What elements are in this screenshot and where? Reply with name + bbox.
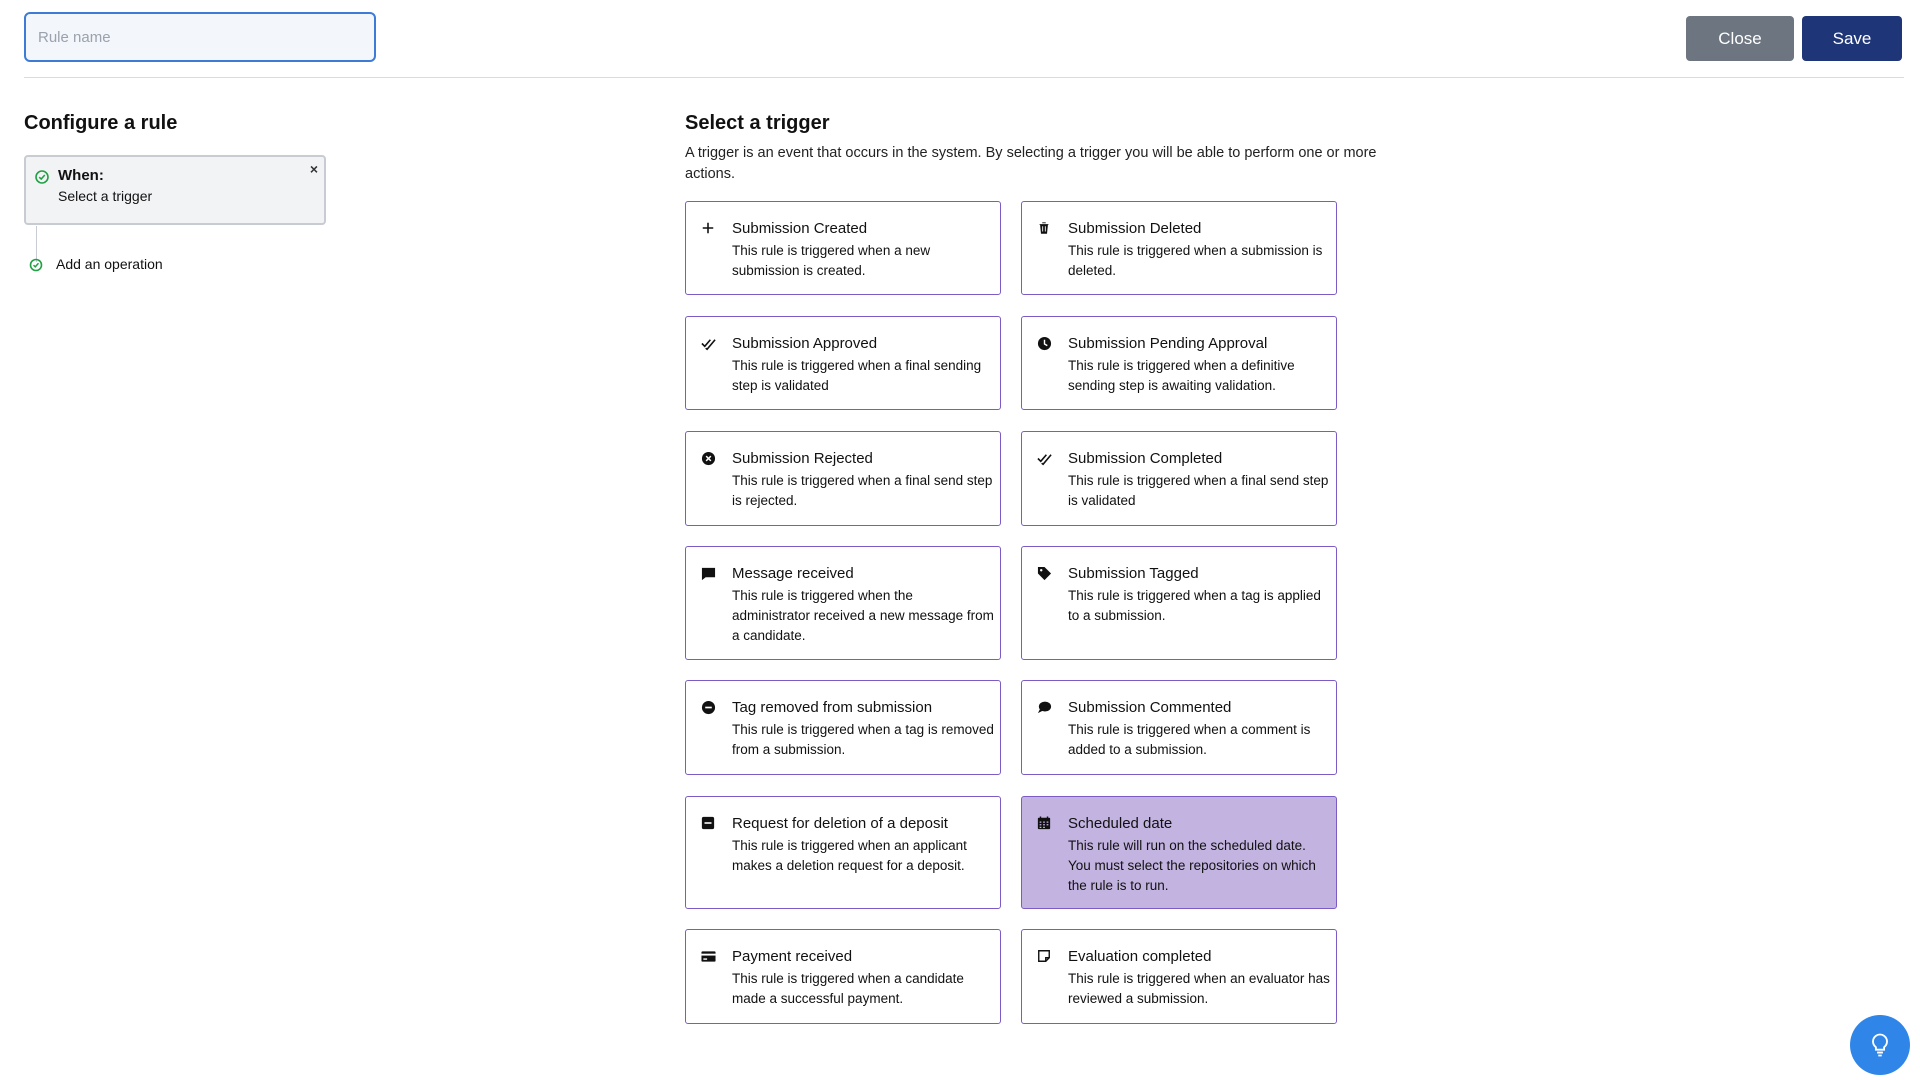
help-button[interactable] bbox=[1850, 1015, 1910, 1075]
trigger-card-submission-commented[interactable] bbox=[1021, 680, 1337, 775]
close-button[interactable]: Close bbox=[1686, 16, 1794, 61]
trigger-title: Tag removed from submission bbox=[732, 699, 933, 716]
trigger-card-submission-approved[interactable] bbox=[685, 316, 1001, 410]
select-trigger-title: Select a trigger bbox=[685, 112, 830, 134]
trigger-description: This rule is triggered when an evaluator has reviewed a submission. bbox=[1068, 971, 1330, 1006]
trigger-description: This rule is triggered when a tag is removed from a submission. bbox=[732, 722, 994, 757]
double-check-icon bbox=[1036, 450, 1052, 466]
trigger-title: Submission Commented bbox=[1068, 699, 1232, 716]
trigger-card-scheduled-date[interactable] bbox=[1021, 796, 1337, 909]
trigger-title: Scheduled date bbox=[1068, 815, 1173, 832]
when-subtitle: Select a trigger bbox=[58, 188, 153, 204]
rule-name-input[interactable] bbox=[24, 12, 376, 62]
save-button[interactable]: Save bbox=[1802, 16, 1902, 61]
top-bar bbox=[24, 0, 1904, 78]
trigger-card-payment-received[interactable] bbox=[685, 929, 1001, 1024]
trigger-description: This rule is triggered when a definitive sending step is awaiting validation. bbox=[1068, 358, 1295, 393]
trigger-title: Message received bbox=[732, 565, 854, 582]
trigger-title: Submission Pending Approval bbox=[1068, 335, 1268, 352]
credit-card-icon bbox=[700, 948, 716, 964]
add-operation-link[interactable]: Add an operation bbox=[56, 256, 163, 272]
comment-icon bbox=[1036, 699, 1052, 715]
when-label: When: bbox=[58, 167, 104, 184]
trigger-title: Submission Approved bbox=[732, 335, 878, 352]
minus-square-icon bbox=[700, 815, 716, 831]
trigger-description: This rule is triggered when a candidate made a successful payment. bbox=[732, 971, 964, 1006]
lightbulb-icon bbox=[1866, 1031, 1894, 1059]
trigger-title: Payment received bbox=[732, 948, 853, 965]
status-check-icon bbox=[28, 257, 44, 273]
trigger-card-evaluation-completed[interactable] bbox=[1021, 929, 1337, 1024]
trigger-description: This rule is triggered when a new submission is created. bbox=[732, 243, 931, 278]
close-icon[interactable]: × bbox=[309, 161, 318, 177]
trigger-card-submission-rejected[interactable] bbox=[685, 431, 1001, 526]
trigger-title: Submission Created bbox=[732, 220, 868, 237]
trigger-description: This rule will run on the scheduled date. You must select the repositories on which the rule is to run. bbox=[1068, 838, 1316, 893]
note-icon bbox=[1036, 948, 1052, 964]
trigger-title: Evaluation completed bbox=[1068, 948, 1212, 965]
trigger-card-message-received[interactable] bbox=[685, 546, 1001, 660]
trigger-card-submission-tagged[interactable] bbox=[1021, 546, 1337, 660]
trigger-title: Submission Completed bbox=[1068, 450, 1223, 467]
trigger-card-submission-created[interactable] bbox=[685, 201, 1001, 295]
trigger-card-deletion-request[interactable] bbox=[685, 796, 1001, 909]
trigger-title: Request for deletion of a deposit bbox=[732, 815, 948, 832]
trigger-description: This rule is triggered when a final send step is validated bbox=[1068, 473, 1329, 508]
trash-icon bbox=[1036, 220, 1052, 236]
trigger-title: Submission Rejected bbox=[732, 450, 873, 467]
trigger-description: This rule is triggered when the administrator received a new message from a candidate. bbox=[732, 588, 994, 643]
x-circle-icon bbox=[700, 450, 716, 466]
trigger-description: This rule is triggered when a final sending step is validated bbox=[732, 358, 982, 393]
trigger-title: Submission Tagged bbox=[1068, 565, 1199, 582]
minus-circle-icon bbox=[700, 699, 716, 715]
trigger-description: This rule is triggered when a final send step is rejected. bbox=[732, 473, 993, 508]
message-icon bbox=[700, 565, 716, 581]
trigger-description: This rule is triggered when a comment is added to a submission. bbox=[1068, 722, 1311, 757]
tag-icon bbox=[1036, 565, 1052, 581]
select-trigger-description: A trigger is an event that occurs in the system. By selecting a trigger you will be able to perform one or more actions. bbox=[685, 145, 1377, 182]
double-check-icon bbox=[700, 335, 716, 351]
clock-icon bbox=[1036, 335, 1052, 351]
configure-rule-title: Configure a rule bbox=[24, 112, 178, 134]
trigger-card-submission-deleted[interactable] bbox=[1021, 201, 1337, 295]
plus-icon bbox=[700, 220, 716, 236]
status-check-icon bbox=[34, 169, 50, 185]
trigger-title: Submission Deleted bbox=[1068, 220, 1202, 237]
trigger-card-tag-removed[interactable] bbox=[685, 680, 1001, 775]
trigger-card-submission-pending-approval[interactable] bbox=[1021, 316, 1337, 410]
when-trigger-card[interactable] bbox=[24, 155, 326, 225]
trigger-description: This rule is triggered when a tag is applied to a submission. bbox=[1068, 588, 1321, 623]
trigger-description: This rule is triggered when an applicant makes a deletion request for a deposit. bbox=[732, 838, 967, 873]
calendar-icon bbox=[1036, 815, 1052, 831]
trigger-card-submission-completed[interactable] bbox=[1021, 431, 1337, 526]
trigger-description: This rule is triggered when a submission is deleted. bbox=[1068, 243, 1323, 278]
